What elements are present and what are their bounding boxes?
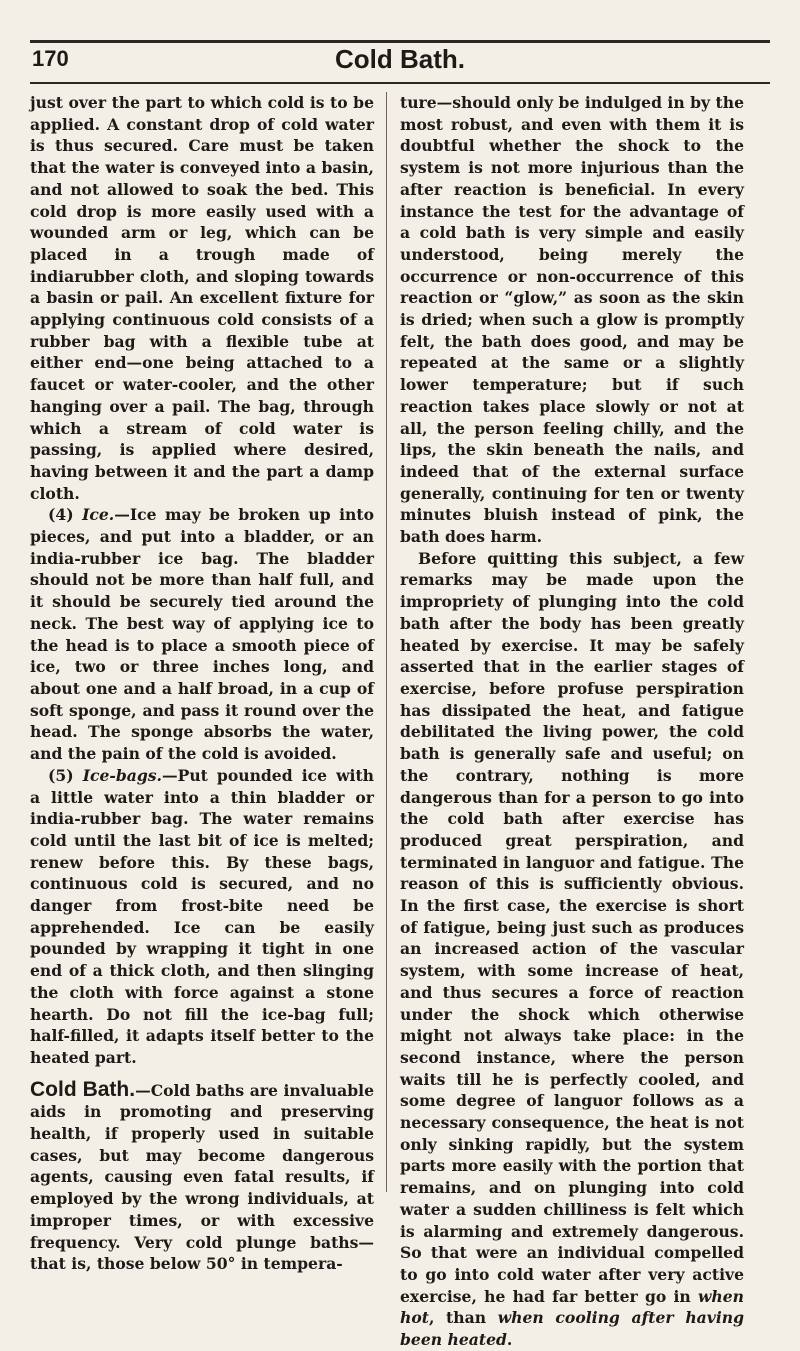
ice-text: —Ice may be broken up into pieces, and put into a bladder, or an india-rubber ice bag. The bladder should not be more than half full, and it should be securely tied around the neck. The best way of applying ice to the head is to place a smooth piece of ice, two or three inches long, and about one and a half broad, in a cup of soft sponge, and pass it round over the head. The sponge absorbs the water, and the pain of the cold is avoided. [30,505,374,764]
italic-when-hot: when hot [400,1286,744,1328]
cold-bath-text: —Cold baths are invaluable aids in promoting and preserving health, if properly used in suitable cases, but may become dangerous agents, causing even fatal results, if employed by the wrong individuals, at improper times, or with excessive frequency. Very cold plunge baths—that is, those below 50° in tempera- [30,1080,374,1274]
exercise-paragraph [400,548,744,1351]
ice-bags-text: —Put pounded ice with a little water into a thin bladder or india-rubber bag. The water remains cold until the last bit of ice is melted; renew before this. By these bags, continuous cold is secured, and no danger from frost-bite need be apprehended. Ice can be easily pounded by wrapping it tight in one end of a thick cloth, and then slinging the cloth with force against a stone hearth. Do not fill the ice-bag full; half-filled, it adapts itself better to the heated part. [30,765,374,1067]
reaction-paragraph: ture—should only be indulged in by the most robust, and even with them it is doubtful whether the shock to the system is not more injurious than the after reaction is beneficial. In every instance the test for the advantage of a cold bath is very simple and easily understood, being merely the occurrence or non-occurrence of this reaction or “glow,” as soon as the skin is dried; when such a glow is promptly felt, the bath does good, and may be repeated at the same or a slightly lower temperature; but if such reaction takes place slowly or not at all, the person feeling chilly, and the lips, the skin beneath the nails, and indeed that of the external surface generally, continuing for ten or twenty minutes bluish instead of pink, the bath does harm. [400,93,744,547]
end-punctuation: . [506,1330,513,1350]
ice-bags-number: (5) [48,765,74,785]
ice-bags-label: Ice-bags. [82,765,162,785]
running-head: Cold Bath. [335,44,465,74]
page-number: 170 [32,46,69,71]
italic-when-cooling: when cooling after having been heated [400,1308,744,1350]
continuation-paragraph: just over the part to which cold is to be applied. A constant drop of cold water is thus secured. Care must be taken that the water is conveyed into a basin, and not allowed to soak the bed. This cold drop is more easily used with a wounded arm or leg, which can be placed in a trough made of indiarubber cloth, and sloping towards a basin or pail. An excellent fixture for applying continuous cold consists of a rubber bag with a flexible tube at either end—one being attached to a faucet or water-cooler, and the other hanging over a pail. The bag, through which a stream of cold water is passing, is applied where desired, having between it and the part a damp cloth. [30,93,374,503]
right-column [400,92,744,1351]
exercise-text: Before quitting this subject, a few remarks may be made upon the impropriety of plunging into the cold bath after the body has been greatly heated by exercise. It may be safely asserted that in the earlier stages of exercise, before profuse perspiration has dissipated the heat, and fatigue debilitated the living power, the cold bath is generally safe and useful; on the contrary, nothing is more dangerous than for a person to go into the cold bath after exercise has produced great perspiration, and terminated in languor and fatigue. The reason of this is sufficiently obvious. In the first case, the exercise is short of fatigue, being just such as produces an increased action of the vascular system, with some increase of heat, and thus secures a force of reaction under the shock which otherwise might not always take place: in the second instance, where the person waits till he is perfectly cooled, and some degree of languor follows as a necessary consequence, the heat is not only sinking rapidly, but the system parts more easily with the portion that remains, and on plunging into cold water a sudden chilliness is felt which is alarming and extremely dangerous. So that were an individual compelled to go into cold water after very active exercise, he had far better go in [400,548,744,1306]
ice-bags-paragraph [30,765,374,1069]
cold-bath-title: Cold Bath. [30,1077,136,1101]
column-divider [386,92,387,1192]
ice-paragraph [30,504,374,764]
header-rule-top [30,40,770,43]
cold-bath-paragraph [30,1079,374,1275]
header-rule-bottom [30,82,770,84]
ice-number: (4) [48,505,74,525]
ice-label: Ice. [82,505,115,525]
joiner-text: , than [428,1308,487,1328]
left-column [30,92,374,1275]
page-header [30,40,770,80]
